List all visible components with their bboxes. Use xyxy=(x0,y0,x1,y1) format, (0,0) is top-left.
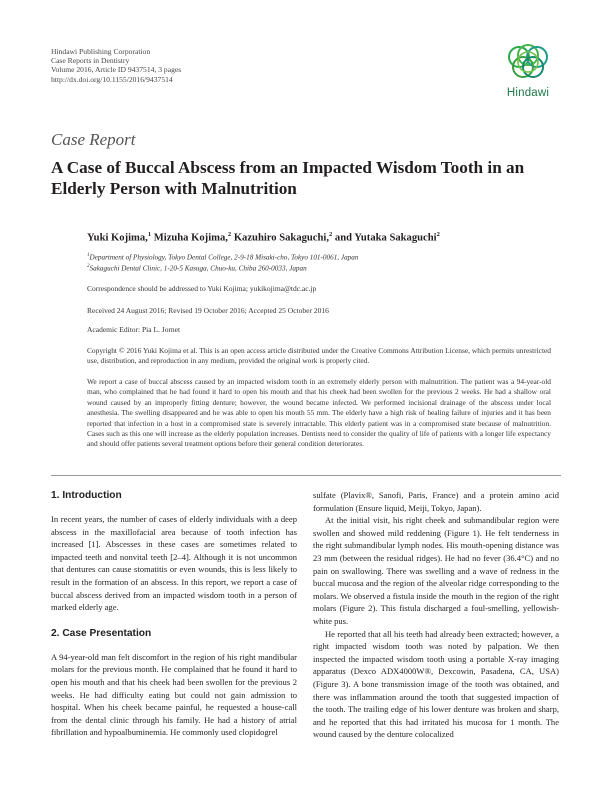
section-heading-introduction: 1. Introduction xyxy=(51,490,122,501)
hindawi-logo xyxy=(498,42,558,104)
doi-link[interactable]: http://dx.doi.org/10.1155/2016/9437514 xyxy=(51,74,173,84)
article-dates: Received 24 August 2016; Revised 19 October 2016; Accepted 25 October 2016 xyxy=(87,306,329,315)
author-affiliation-mark: 2 xyxy=(227,231,232,238)
publication-info xyxy=(51,47,181,84)
author-affiliation-mark: 2 xyxy=(329,231,333,238)
publisher-name: Hindawi Publishing Corporation xyxy=(51,47,151,56)
author-name: Yuki Kojima, xyxy=(87,232,148,244)
correspondence: Correspondence should be addressed to Yuki Kojima; yukikojima@tdc.ac.jp xyxy=(87,284,317,293)
case-paragraph: At the initial visit, his right cheek and submandibular region were swollen and showed mild reddening (Figure 1). He felt tenderness in the right submandibular lymph nodes. His mouth-opening distance was 23 mm (between the residual ridges). He had no fever (36.4°C) and no pain on swallowing. There was swelling and a wave of redness in the buccal mucosa and the region of the alveolar ridge corresponding to the molars. We observed a fistula inside the mouth in the region of the right molars (Figure 2). This fistula discharged a foul-smelling, yellowish-white pus. xyxy=(313,515,559,626)
right-column xyxy=(313,489,559,741)
copyright-notice: Copyright © 2016 Yuki Kojima et al. This is an open access article distributed under the Creative Commons Attribution License, which permits unrestricted use, distribution, and reproduction in any medium, provided the original work is properly cited. xyxy=(87,346,551,366)
journal-name: Case Reports in Dentistry xyxy=(51,56,130,66)
affiliation-1: $^1$Department of Physiology, Tokyo Dental College, 2-9-18 Misaki-cho, Tokyo 101-0061, Japan xyxy=(87,253,359,262)
academic-editor: Academic Editor: Pia L. Jornet xyxy=(87,325,181,334)
author-name: Mizuha Kojima, xyxy=(153,232,228,244)
article-type: Case Report xyxy=(51,130,136,149)
article-title: A Case of Buccal Abscess from an Impacted Wisdom Tooth in an Elderly Person with Malnutrition xyxy=(51,158,525,198)
author-name: and Yutaka Sakaguchi xyxy=(334,232,437,244)
abstract: We report a case of buccal abscess caused by an impacted wisdom tooth in an extremely elderly person with malnutrition. The patient was a 94-year-old man, who complained that he had found it hard to open his mouth and that his cheek had been swollen for the previous 2 weeks. He had a shallow oral wound caused by an improperly fitting denture; however, the wound became infected. We performed incisional drainage of the abscess under local anesthesia. The swelling disappeared and he was able to open his mouth 55 mm. The elderly have a high risk of healing failure of injuries and it has been reported that infection in a host in a compromised state is severely intractable. This elderly patient was in a compromised state because of malnutrition. Cases such as this one will increase as the elderly population increases. Dentists need to consider the quality of life of patients with a longer life expectancy and should offer patients several treatment options before their general condition deteriorates. xyxy=(87,377,551,449)
introduction-paragraph: In recent years, the number of cases of elderly individuals with a deep abscess in the maxillofacial area because of tooth infection has increased [1]. Abscesses in these cases are sometimes related to impacted teeth and nonvital teeth [2–4]. Although it is not uncommon that dentures can cause stomatitis or even wounds, this is less likely to result in the formation of an abscess. In this report, we report a case of buccal abscess derived from an impacted wisdom tooth in a person of marked elderly age. xyxy=(51,514,297,613)
section-heading-case-presentation: 2. Case Presentation xyxy=(51,627,152,639)
logo-text: Hindawi xyxy=(506,87,550,99)
case-paragraph-continued: sulfate (Plavix®, Sanofi, Paris, France) and a protein amino acid formulation (Ensure liquid, Meiji, Tokyo, Japan). xyxy=(313,490,559,513)
section-divider xyxy=(51,475,561,476)
affiliation-2: $^2$Sakaguchi Dental Clinic, 1-20-5 Kasuga, Chuo-ku, Chiba 260-0033, Japan xyxy=(87,264,307,273)
left-column xyxy=(51,489,297,739)
author-name: Kazuhiro Sakaguchi, xyxy=(233,232,329,244)
case-paragraph: A 94-year-old man felt discomfort in the region of his right mandibular molars for the previous month. He complained that he found it hard to open his mouth and that his cheek had been swollen for the previous 2 weeks. He had difficulty eating but could not gain admission to hospital. When his cheek became painful, he requested a house-call from the dental clinic through his family. He had a history of atrial fibrillation and hypoalbuminemia. He commonly used clopidogrel xyxy=(51,651,297,738)
hindawi-rings-icon xyxy=(505,42,551,86)
author-affiliation-mark: 2 xyxy=(436,231,440,238)
case-paragraph: He reported that all his teeth had already been extracted; however, a right impacted wisdom tooth was noted by palpation. We then inspected the impacted wisdom tooth using a portable X-ray imaging apparatus (Dexco ADX4000W®, Dexcowin, Pasadena, CA, USA) (Figure 3). A bone transmission image of the tooth was obtained, and there was inflammation around the tooth that suggested impaction of the tooth. The trailing edge of his lower denture was broken and sharp, and he reported that this had irritated his mucosa for 1 month. The wound caused by the denture colocalized xyxy=(313,628,559,740)
author-affiliation-mark: 1 xyxy=(147,231,152,238)
volume-info: Volume 2016, Article ID 9437514, 3 pages xyxy=(51,65,182,75)
author-list xyxy=(87,231,440,244)
